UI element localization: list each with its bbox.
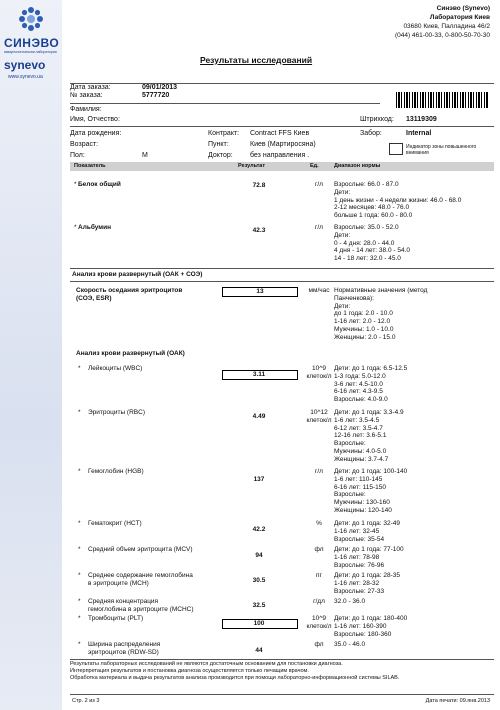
abnormal-star: * [74, 224, 77, 231]
test-value: 32.5 [252, 602, 266, 609]
sample-label: Забор: [360, 130, 382, 137]
header-result: Результат [238, 163, 266, 169]
abnormal-star: * [78, 365, 81, 372]
birth-date-label: Дата рождения: [70, 130, 122, 137]
footer-disclaimer-1: Результаты лабораторных исследований не являются достаточным основанием для постановки диагноза. [70, 661, 343, 667]
test-name: Лейкоциты (WBC) [88, 365, 143, 372]
test-unit: пг [316, 572, 322, 579]
abnormal-star: * [78, 409, 81, 416]
test-norm: 32.0 - 36.0 [334, 598, 366, 605]
page-number: Стр. 2 из 3 [72, 698, 100, 704]
header-unit: Ед. [310, 163, 319, 169]
lab-info [395, 4, 490, 40]
test-value: 94 [255, 552, 263, 559]
lab-name: Синэво (Synevo) [436, 5, 490, 12]
divider [70, 659, 494, 660]
barcode-number: 13119309 [406, 116, 437, 123]
test-norm: Нормативные значения (метод Панченкова): Дети: до 1 года: 2.0 - 10.0 1-16 лет: 2.0 - 12.0 Мужчины: 1.0 - 10.0 Женщины: 2.0 - 15.0 [334, 287, 428, 341]
test-unit: 10^12 клеток/л [306, 409, 332, 424]
test-norm: Дети: до 1 года: 77-100 1-16 лет: 78-98 Взрослые: 76-96 [334, 546, 404, 569]
divider [70, 126, 494, 127]
doctor-label: Доктор: [208, 152, 233, 159]
test-unit: % [316, 520, 322, 527]
test-value: 13 [256, 288, 264, 295]
test-unit: фл [314, 641, 324, 648]
abnormal-star: * [78, 546, 81, 553]
test-unit: 10^9 клеток/л [306, 365, 332, 380]
sex-label: Пол: [70, 152, 85, 159]
test-unit: г/л [315, 181, 323, 188]
test-name: Тромбоциты (PLT) [88, 615, 144, 622]
test-value: 42.3 [252, 227, 266, 234]
indicator-note: Индикатор зоны повышенного внимания [406, 144, 477, 156]
test-norm: Дети: до 1 года: 3.3-4.9 1-6 лет: 3.5-4.5 6-12 лет: 3.5-4.7 12-16 лет: 3.6-5.1 Взрослые: Мужчины: 4.0-5.0 Женщины: 3.7-4.7 [334, 409, 404, 463]
test-name: Средний объем эритроцита (MCV) [88, 546, 193, 553]
test-norm: Взрослые: 66.0 - 87.0 Дети: 1 день жизни - 4 недели жизни: 46.0 - 68.0 2-12 месяцев: 48.0 - 76.0 больше 1 года: 60.0 - 80.0 [334, 181, 462, 220]
divider [70, 103, 380, 104]
first-name-label: Имя, Отчество: [70, 116, 120, 123]
logo-brand-subtitle: иммунологическая лаборатория [4, 50, 57, 54]
abnormal-star: * [74, 181, 77, 188]
sex-value: М [142, 152, 148, 159]
test-norm: Дети: до 1 года: 32-49 1-16 лет: 32-45 Взрослые: 35-54 [334, 520, 400, 543]
section-title: Анализ крови развернутый (ОАК) [76, 350, 185, 357]
test-name: Гематокрит (HCT) [88, 520, 142, 527]
abnormal-star: * [78, 598, 81, 605]
test-norm: Взрослые: 35.0 - 52.0 Дети: 0 - 4 дня: 28.0 - 44.0 4 дня - 14 лет: 38.0 - 54.0 14 - 18 лет: 32.0 - 45.0 [334, 224, 410, 263]
test-value: 4.49 [252, 413, 266, 420]
test-norm: Дети: до 1 года: 28-35 1-16 лет: 28-32 Взрослые: 27-33 [334, 572, 400, 595]
test-value: 30.5 [252, 577, 266, 584]
section-title: Анализ крови развернутый (ОАК + СОЭ) [72, 271, 203, 278]
abnormal-star: * [78, 520, 81, 527]
footer-disclaimer-2: Интерпретация результатов и постановка диагноза осуществляется только лечащим врачом. [70, 668, 309, 674]
abnormal-star: * [78, 572, 81, 579]
order-no-value: 5777720 [142, 92, 170, 99]
test-norm: Дети: до 1 года: 6.5-12.5 1-3 года: 5.0-12.0 3-6 лет: 4.5-10.0 6-16 лет: 4.3-9.5 Взрослые: 4.0-9.0 [334, 365, 408, 404]
header-name: Показатель [74, 163, 106, 169]
barcode-image [396, 92, 488, 108]
print-date: Дата печати: 09.янв.2013 [425, 698, 490, 704]
logo-website: www.synevo.ua [8, 74, 43, 80]
test-name: Среднее содержание гемоглобина в эритроците (MCH) [88, 572, 193, 587]
abnormal-star: * [78, 468, 81, 475]
test-unit: фл [314, 546, 324, 553]
test-value: 72.8 [252, 182, 266, 189]
test-norm: Дети: до 1 года: 180-400 1-16 лет: 160-390 Взрослые: 180-360 [334, 615, 408, 638]
point-label: Пункт: [208, 141, 229, 148]
lab-unit: Лаборатория Киев [429, 14, 490, 21]
abnormal-star: * [78, 615, 81, 622]
test-unit: мм/час [308, 287, 330, 294]
footer-disclaimer-3: Обработка материала и выдача результатов анализа производится при помощи лабораторно-информационной системы SILAB. [70, 675, 400, 681]
logo-brand-en: synevo [4, 58, 46, 72]
age-label: Возраст: [70, 141, 99, 148]
test-name: Средняя концентрация гемоглобина в эритроците (MCHC) [88, 598, 194, 613]
doctor-value: без направления . [250, 152, 310, 159]
test-name: Скорость оседания эритроцитов (СОЭ, ESR) [76, 287, 183, 302]
test-norm: 35.0 - 46.0 [334, 641, 366, 648]
test-value: 3.11 [252, 371, 266, 378]
order-no-label: № заказа: [70, 92, 103, 99]
attention-indicator-box [389, 143, 403, 155]
test-name: Белок общий [78, 181, 121, 188]
point-value: Киев (Мартиросяна) [250, 141, 316, 148]
lab-address: 03680 Киев, Палладина 46/2 [403, 23, 490, 30]
abnormal-star: * [78, 641, 81, 648]
lab-phones: (044) 461-00-33, 0-800-50-70-30 [394, 32, 490, 39]
results-table-header [70, 162, 494, 171]
test-value: 137 [253, 476, 265, 483]
brand-sidebar [0, 0, 62, 710]
contract-label: Контракт: [208, 130, 240, 137]
logo-brand-ru: СИНЭВО [4, 36, 60, 50]
header-range: Диапазон нормы [334, 163, 381, 169]
test-name: Альбумин [78, 224, 112, 231]
test-unit: г/дл [313, 598, 325, 605]
test-value: 44 [255, 647, 263, 654]
order-date-value: 09/01/2013 [142, 84, 178, 91]
test-value: 42.2 [252, 526, 266, 533]
order-date-label: Дата заказа: [70, 84, 111, 91]
test-name: Гемоглобин (HGB) [88, 468, 144, 475]
test-norm: Дети: до 1 года: 100-140 1-6 лет: 110-145 6-16 лет: 115-150 Взрослые: Мужчины: 130-160 Женщины: 120-140 [334, 468, 408, 514]
divider [70, 83, 494, 84]
page-title: Результаты исследований [200, 55, 313, 65]
last-name-label: Фамилия: [70, 106, 102, 113]
sample-value: Internal [406, 130, 432, 137]
test-name: Ширина распределения эритроцитов (RDW-SD) [88, 641, 161, 656]
divider [70, 281, 494, 282]
synevo-flower-logo-icon [18, 6, 44, 32]
test-unit: г/л [315, 468, 323, 475]
contract-value: Contract FFS Киев [250, 130, 310, 137]
test-unit: 10^9 клеток/л [306, 615, 332, 630]
divider [70, 694, 494, 695]
divider [70, 268, 494, 269]
test-unit: г/л [315, 224, 323, 231]
barcode-label: Штрихкод: [360, 116, 394, 123]
test-value: 100 [253, 620, 265, 627]
test-name: Эритроциты (RBC) [88, 409, 145, 416]
